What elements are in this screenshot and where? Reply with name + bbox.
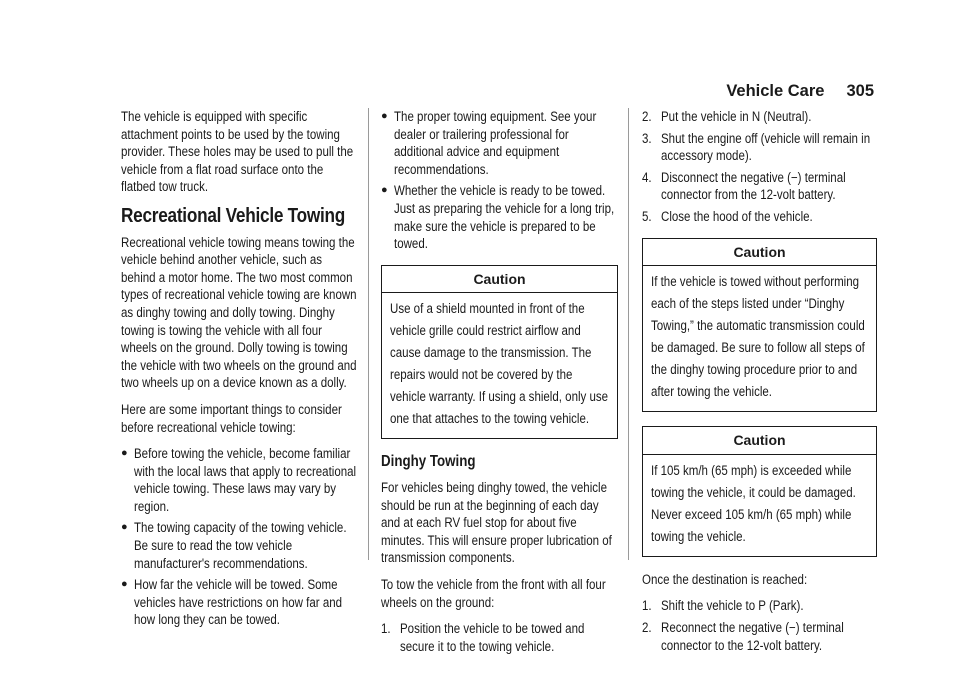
paragraph: For vehicles being dinghy towed, the vehicle should be run at the beginning of each day and at each RV fuel stop for about five minutes. This will ensure proper lubrication of transmission components.: [381, 479, 612, 566]
step-number: 1.: [642, 598, 652, 614]
step-number: 5.: [642, 208, 652, 224]
intro-paragraph: The vehicle is equipped with specific attachment points to be used by the towing provider. These holes may be used to pull the vehicle from a flat road surface onto the flatbed tow truck.: [121, 109, 354, 195]
step-number: 1.: [381, 621, 391, 637]
step-text: Position the vehicle to be towed and secure it to the towing vehicle.: [400, 621, 585, 654]
step-text: Shut the engine off (vehicle will remain in accessory mode).: [661, 130, 871, 164]
caution-text: If 105 km/h (65 mph) is exceeded while towing the vehicle, it could be damaged. Never exceed 105 km/h (65 mph) while towing the vehicle.: [651, 462, 856, 544]
bullet-icon: ●: [121, 521, 128, 534]
caution-text: Use of a shield mounted in front of the vehicle grille could restrict airflow and cause damage to the transmission. The repairs would not be covered by the vehicle warranty. If using a shield, only use one that attaches to the towing vehicle.: [390, 301, 609, 427]
list-item-text: Before towing the vehicle, become familiar with the local laws that apply to recreational vehicle towing. These laws may vary by region.: [134, 446, 357, 514]
list-item-text: The towing capacity of the towing vehicle. Be sure to read the tow vehicle manufacturer's recommendations.: [134, 520, 347, 571]
list-item: [642, 597, 877, 615]
section-title: Vehicle Care: [726, 82, 825, 100]
bullet-list: [381, 108, 618, 253]
running-header: [726, 82, 874, 101]
list-item: [642, 108, 877, 126]
caution-title: Caution: [382, 266, 617, 294]
list-item: [121, 445, 359, 515]
step-number: 2.: [642, 109, 652, 124]
list-item-text: Whether the vehicle is ready to be towed. Just as preparing the vehicle for a long trip, make sure the vehicle is prepared to be towed.: [394, 183, 615, 252]
bullet-icon: ●: [381, 184, 388, 197]
column-right: [642, 108, 877, 658]
caution-box: [381, 265, 618, 440]
numbered-list: [642, 108, 877, 226]
step-number: 2.: [642, 619, 652, 635]
step-text: Put the vehicle in N (Neutral).: [661, 109, 812, 124]
subsection-heading: Dinghy Towing: [381, 453, 476, 471]
list-item: [381, 108, 618, 178]
list-item: [642, 130, 877, 165]
step-text: Reconnect the negative (−) terminal connector to the 12-volt battery.: [661, 619, 844, 653]
step-number: 3.: [642, 130, 652, 146]
paragraph: Recreational vehicle towing means towing the vehicle behind another vehicle, such as behind a motor home. The two most common types of recreational vehicle towing are known as dinghy towing and dolly towing. Dinghy towing is towing the vehicle with all four wheels on the ground. Dolly towing is towing the vehicle with two wheels on the ground and two wheels up on a device known as a dolly.: [121, 234, 357, 391]
list-item: [121, 519, 359, 572]
step-text: Disconnect the negative (−) terminal connector from the 12-volt battery.: [661, 169, 846, 203]
paragraph: Here are some important things to consider before recreational vehicle towing:: [121, 401, 342, 435]
bullet-list: [121, 445, 359, 629]
column-divider: [368, 108, 369, 560]
step-text: Close the hood of the vehicle.: [661, 208, 813, 224]
list-item: [642, 208, 877, 226]
caution-title: Caution: [643, 427, 876, 455]
list-item: [642, 169, 877, 204]
list-item: [381, 182, 618, 252]
column-divider: [628, 108, 629, 560]
bullet-icon: ●: [121, 578, 128, 591]
section-heading: Recreational Vehicle Towing: [121, 204, 346, 227]
column-middle: [381, 108, 618, 659]
bullet-icon: ●: [121, 447, 128, 460]
step-number: 4.: [642, 169, 652, 185]
list-item: [642, 619, 877, 654]
numbered-list: [381, 620, 618, 655]
list-item-text: How far the vehicle will be towed. Some vehicles have restrictions on how far and how long they can be towed.: [134, 577, 343, 628]
numbered-list: [642, 597, 877, 654]
caution-title: Caution: [643, 239, 876, 267]
list-item: [381, 620, 618, 655]
step-text: Shift the vehicle to P (Park).: [661, 598, 804, 614]
list-item-text: The proper towing equipment. See your dealer or trailering professional for additional advice and equipment recommendations.: [394, 109, 597, 177]
paragraph: Once the destination is reached:: [642, 571, 808, 587]
list-item: [121, 576, 359, 629]
bullet-icon: ●: [381, 110, 388, 122]
caution-box: [642, 426, 877, 557]
column-left: [121, 108, 359, 633]
caution-text: If the vehicle is towed without performing each of the steps listed under “Dinghy Towing,” the automatic transmission could be damaged. Be sure to follow all steps of the dinghy towing procedure prior to and after towing the vehicle.: [651, 274, 865, 400]
paragraph: To tow the vehicle from the front with all four wheels on the ground:: [381, 576, 606, 610]
page-number: 305: [846, 82, 874, 100]
caution-box: [642, 238, 877, 413]
